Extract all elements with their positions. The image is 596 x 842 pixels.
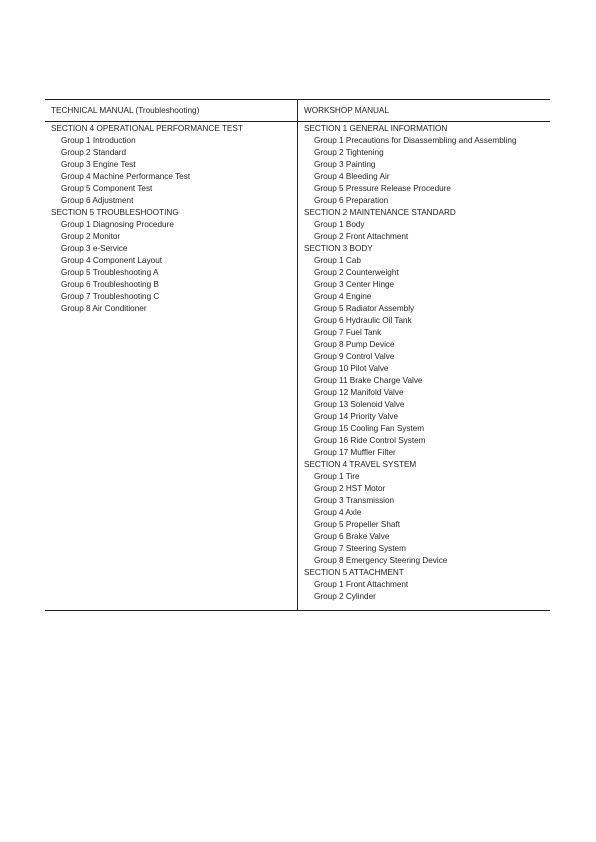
group-entry: Group 6 Brake Valve: [314, 532, 390, 541]
group-entry: Group 14 Priority Valve: [314, 412, 399, 421]
group-entry: Group 5 Pressure Release Procedure: [314, 184, 451, 193]
section-entry: SECTION 5 ATTACHMENT: [304, 568, 404, 577]
group-entry: Group 7 Fuel Tank: [314, 328, 382, 337]
group-entry: Group 15 Cooling Fan System: [314, 424, 425, 433]
group-entry: Group 10 Pilot Valve: [314, 364, 389, 373]
group-entry: Group 17 Muffler Filter: [314, 448, 396, 457]
group-entry: Group 2 Counterweight: [314, 268, 399, 277]
group-entry: Group 2 Cylinder: [314, 592, 376, 601]
group-entry: Group 2 HST Motor: [314, 484, 386, 493]
section-entry: SECTION 5 TROUBLESHOOTING: [51, 208, 179, 217]
group-entry: Group 3 Transmission: [314, 496, 395, 505]
group-entry: Group 1 Precautions for Disassembling and Assembling: [314, 136, 517, 145]
group-entry: Group 1 Tire: [314, 472, 360, 481]
group-entry: Group 5 Propeller Shaft: [314, 520, 401, 529]
group-entry: Group 3 Painting: [314, 160, 376, 169]
group-entry: Group 1 Introduction: [61, 136, 136, 145]
group-entry: Group 4 Machine Performance Test: [61, 172, 191, 181]
section-entry: SECTION 3 BODY: [304, 244, 373, 253]
group-entry: Group 8 Air Conditioner: [61, 304, 147, 313]
group-entry: Group 3 Center Hinge: [314, 280, 395, 289]
group-entry: Group 3 e-Service: [61, 244, 128, 253]
group-entry: Group 6 Adjustment: [61, 196, 134, 205]
section-entry: SECTION 4 OPERATIONAL PERFORMANCE TEST: [51, 124, 243, 133]
group-entry: Group 4 Engine: [314, 292, 372, 301]
group-entry: Group 4 Component Layout: [61, 256, 163, 265]
group-entry: Group 3 Engine Test: [61, 160, 136, 169]
workshop-manual-entry-list: [304, 123, 550, 603]
group-entry: Group 5 Radiator Assembly: [314, 304, 415, 313]
group-entry: Group 13 Solenoid Valve: [314, 400, 405, 409]
workshop-manual-header: WORKSHOP MANUAL: [298, 100, 550, 122]
group-entry: Group 7 Steering System: [314, 544, 406, 553]
group-entry: Group 1 Front Attachment: [314, 580, 409, 589]
group-entry: Group 8 Pump Device: [314, 340, 395, 349]
group-entry: Group 6 Hydraulic Oil Tank: [314, 316, 412, 325]
technical-manual-column: [45, 100, 297, 610]
group-entry: Group 4 Axle: [314, 508, 362, 517]
group-entry: Group 8 Emergency Steering Device: [314, 556, 448, 565]
group-entry: Group 1 Body: [314, 220, 365, 229]
group-entry: Group 11 Brake Charge Valve: [314, 376, 423, 385]
group-entry: Group 12 Manifold Valve: [314, 388, 404, 397]
group-entry: Group 2 Front Attachment: [314, 232, 409, 241]
technical-manual-entry-list: [51, 123, 297, 315]
group-entry: Group 7 Troubleshooting C: [61, 292, 160, 301]
group-entry: Group 2 Standard: [61, 148, 127, 157]
technical-manual-header: TECHNICAL MANUAL (Troubleshooting): [45, 100, 297, 122]
group-entry: Group 5 Component Test: [61, 184, 153, 193]
group-entry: Group 1 Cab: [314, 256, 361, 265]
workshop-manual-column: [297, 100, 550, 610]
group-entry: Group 16 Ride Control System: [314, 436, 426, 445]
manual-contents-table: [45, 99, 550, 611]
section-entry: SECTION 1 GENERAL INFORMATION: [304, 124, 448, 133]
group-entry: Group 1 Diagnosing Procedure: [61, 220, 174, 229]
section-entry: SECTION 4 TRAVEL SYSTEM: [304, 460, 417, 469]
group-entry: Group 6 Troubleshooting B: [61, 280, 159, 289]
group-entry: Group 2 Tightening: [314, 148, 384, 157]
group-entry: Group 5 Troubleshooting A: [61, 268, 159, 277]
group-entry: Group 6 Preparation: [314, 196, 389, 205]
group-entry: Group 9 Control Valve: [314, 352, 395, 361]
group-entry: Group 4 Bleeding Air: [314, 172, 390, 181]
section-entry: SECTION 2 MAINTENANCE STANDARD: [304, 208, 456, 217]
group-entry: Group 2 Monitor: [61, 232, 121, 241]
